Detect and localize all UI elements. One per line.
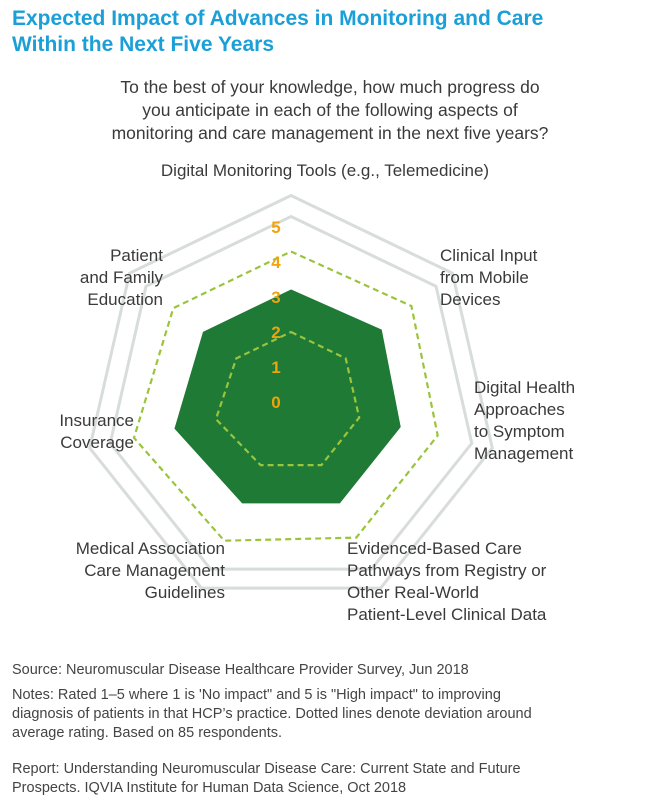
axis-label-line: Digital Health [474,378,576,397]
axis-label-line: Clinical Input [440,246,538,265]
scale-label: 3 [271,288,281,307]
axis-label-evidence-based [347,538,546,626]
radar-chart [0,155,650,635]
notes-line: diagnosis of patients in that HCP’s practice. Dotted lines denote deviation around [12,706,532,722]
report-line: Report: Understanding Neuromuscular Disease Care: Current State and Future [12,761,521,777]
axis-label-line: Patient [110,246,163,265]
notes-line: Notes: Rated 1–5 where 1 is 'No impact" and 5 is "High impact" to improving [12,687,501,703]
axis-label-insurance [10,410,134,454]
axis-label-line: Management [474,444,574,463]
axis-label-line: Patient-Level Clinical Data [347,605,547,624]
axis-label-medical-association [22,538,225,604]
axis-label-line: from Mobile [440,268,529,287]
axis-label-line: Guidelines [144,583,225,602]
axis-label-line: Medical Association [75,539,225,558]
axis-label-digital-health [474,377,575,465]
scale-label: 1 [271,358,281,377]
source-note [12,661,642,680]
axis-label-line: Other Real-World [347,583,479,602]
question-line: monitoring and care management in the next five years? [111,123,549,143]
axis-label-line: Devices [440,290,501,309]
axis-label-line: to Symptom [474,422,565,441]
axis-label-line: Education [87,290,163,309]
axis-label-clinical-input [440,245,537,311]
axis-label-line: Pathways from Registry or [347,561,547,580]
axis-label-digital-monitoring [0,160,650,182]
axis-label-line: Care Management [84,561,225,580]
axis-label-line: and Family [79,268,163,287]
report-line: Prospects. IQVIA Institute for Human Data Science, Oct 2018 [12,780,407,796]
chart-title [12,6,642,58]
notes-line: average rating. Based on 85 respondents. [12,725,283,741]
axis-label-line: Digital Monitoring Tools (e.g., Telemedicine) [160,161,490,180]
report-note [12,760,642,798]
notes [12,686,642,743]
title-line: Within the Next Five Years [12,33,275,56]
question-line: To the best of your knowledge, how much progress do [120,77,540,97]
axis-label-patient-education [20,245,163,311]
question-line: you anticipate in each of the following aspects of [142,100,518,120]
scale-label: 4 [271,253,281,272]
average-series [175,290,400,503]
source-line: Source: Neuromuscular Disease Healthcare Provider Survey, Jun 2018 [12,662,469,678]
scale-label: 5 [271,218,281,237]
axis-label-line: Coverage [60,433,134,452]
axis-label-line: Approaches [474,400,565,419]
survey-question [40,76,620,145]
scale-label: 0 [271,393,281,412]
title-line: Expected Impact of Advances in Monitoring and Care [12,7,544,30]
scale-label: 2 [271,323,281,342]
axis-label-line: Insurance [59,411,134,430]
axis-label-line: Evidenced-Based Care [347,539,522,558]
